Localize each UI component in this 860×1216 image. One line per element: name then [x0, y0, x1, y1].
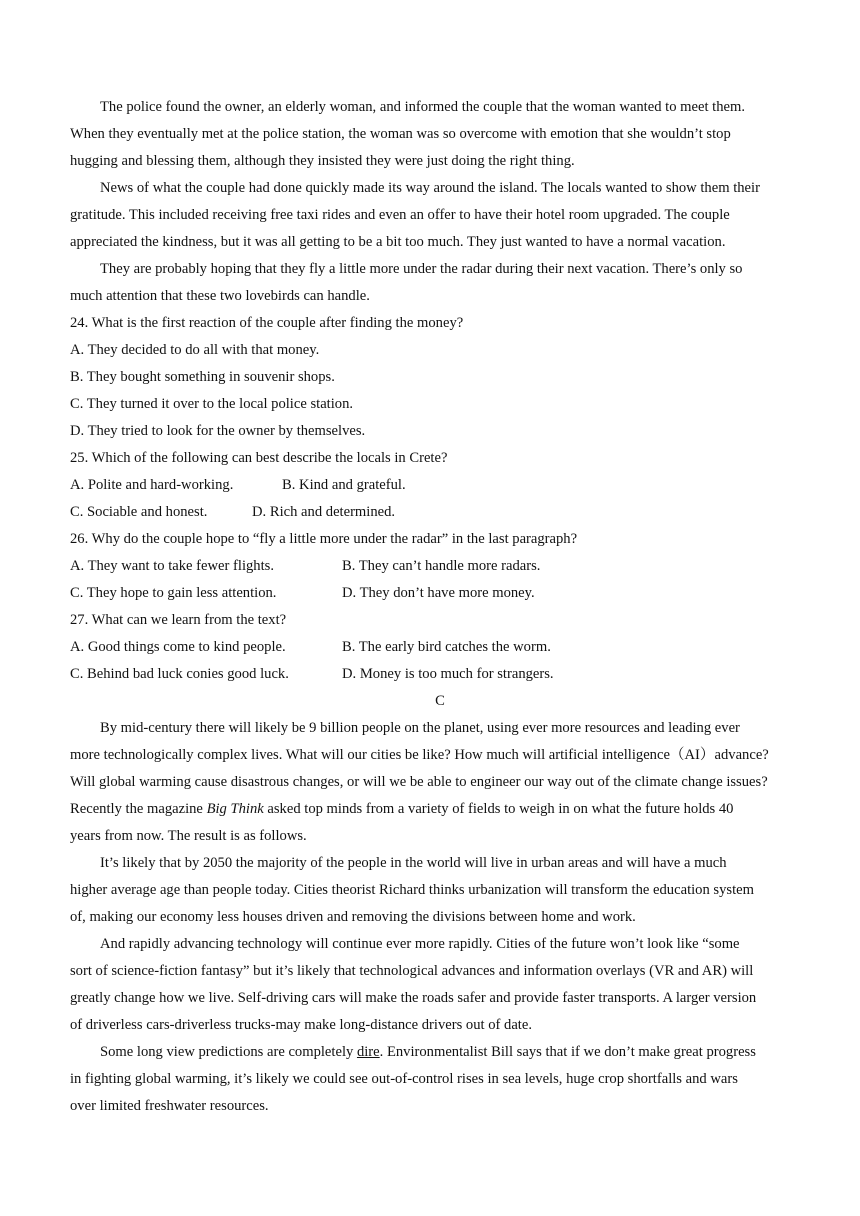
text-segment: asked top minds from a variety of fields to weigh in on what the future holds 40 [263, 801, 734, 817]
text-line: years from now. The result is as follows. [70, 828, 307, 844]
text-segment: Some long view predictions are completely [100, 1044, 357, 1060]
text-line: much attention that these two lovebirds can handle. [70, 288, 370, 304]
question-25 [70, 445, 810, 526]
question-stem: 25. Which of the following can best describe the locals in Crete? [70, 450, 448, 466]
question-stem: 27. What can we learn from the text? [70, 612, 287, 628]
magazine-title: Big Think [206, 801, 264, 817]
text-line: The police found the owner, an elderly woman, and informed the couple that the woman wanted to meet them. [100, 99, 745, 115]
text-line: in fighting global warming, it’s likely we could see out-of-control rises in sea levels, huge crop shortfalls and wars [70, 1071, 738, 1087]
text-line: appreciated the kindness, but it was all getting to be a bit too much. They just wanted to have a normal vacation. [70, 234, 726, 250]
text-line: of, making our economy less houses driven and removing the divisions between home and work. [70, 909, 636, 925]
question-26 [70, 526, 810, 607]
text-line: And rapidly advancing technology will continue ever more rapidly. Cities of the future won’t look like “some [100, 936, 740, 952]
text-line: gratitude. This included receiving free taxi rides and even an offer to have their hotel room upgraded. The couple [70, 207, 730, 223]
underlined-word: dire [356, 1044, 380, 1060]
option-d: D. They don’t have more money. [342, 585, 535, 601]
text-line [70, 1039, 810, 1066]
option-c: C. Behind bad luck conies good luck. [70, 666, 289, 682]
option-a: A. Good things come to kind people. [70, 639, 286, 655]
options-row [70, 580, 810, 607]
passage-c-paragraph-3 [70, 931, 810, 1039]
option-b: B. They can’t handle more radars. [342, 558, 541, 574]
option-b: B. Kind and grateful. [282, 477, 406, 493]
option-b: B. They bought something in souvenir shops. [70, 369, 335, 385]
text-segment: . Environmentalist Bill says that if we don’t make great progress [379, 1044, 756, 1060]
passage-c-paragraph-4 [70, 1039, 810, 1120]
text-line: over limited freshwater resources. [70, 1098, 269, 1114]
document-page [70, 94, 810, 1120]
text-line: News of what the couple had done quickly made its way around the island. The locals wanted to show them their [100, 180, 760, 196]
text-line: greatly change how we live. Self-driving cars will make the roads safer and provide faster transports. A larger version [70, 990, 757, 1006]
section-heading: C [435, 693, 445, 709]
text-line: higher average age than people today. Cities theorist Richard thinks urbanization will transform the education system [70, 882, 754, 898]
passage-c-paragraph-2 [70, 850, 810, 931]
text-line: Will global warming cause disastrous changes, or will we be able to engineer our way out of the climate change issues? [70, 774, 768, 790]
option-d: D. Money is too much for strangers. [342, 666, 554, 682]
option-a: A. They want to take fewer flights. [70, 558, 274, 574]
option-c: C. Sociable and honest. [70, 504, 208, 520]
passage-c-paragraph-1 [70, 715, 810, 850]
options-row [70, 634, 810, 661]
question-24 [70, 310, 810, 445]
text-line: When they eventually met at the police station, the woman was so overcome with emotion that she wouldn’t stop [70, 126, 731, 142]
text-line: of driverless cars-driverless trucks-may make long-distance drivers out of date. [70, 1017, 532, 1033]
options-row [70, 499, 810, 526]
text-segment: Recently the magazine [70, 801, 207, 817]
passage-b-paragraph-3 [70, 256, 810, 310]
text-line: hugging and blessing them, although they insisted they were just doing the right thing. [70, 153, 575, 169]
passage-b-paragraph-1 [70, 94, 810, 175]
text-line: sort of science-fiction fantasy” but it’s likely that technological advances and information overlays (VR and AR) will [70, 963, 754, 979]
options-row [70, 553, 810, 580]
question-stem: 24. What is the first reaction of the couple after finding the money? [70, 315, 464, 331]
option-a: A. They decided to do all with that money. [70, 342, 320, 358]
option-d: D. They tried to look for the owner by themselves. [70, 423, 366, 439]
question-stem: 26. Why do the couple hope to “fly a little more under the radar” in the last paragraph? [70, 531, 578, 547]
option-b: B. The early bird catches the worm. [342, 639, 551, 655]
passage-b-paragraph-2 [70, 175, 810, 256]
options-row [70, 472, 810, 499]
option-d: D. Rich and determined. [252, 504, 396, 520]
text-line: They are probably hoping that they fly a little more under the radar during their next vacation. There’s only so [100, 261, 743, 277]
option-c: C. They turned it over to the local police station. [70, 396, 354, 412]
text-line: It’s likely that by 2050 the majority of the people in the world will live in urban areas and will have a much [100, 855, 727, 871]
option-c: C. They hope to gain less attention. [70, 585, 277, 601]
option-a: A. Polite and hard-working. [70, 477, 234, 493]
text-line [70, 796, 810, 823]
text-line: more technologically complex lives. What will our cities be like? How much will artificial intelligence（AI）advance? [70, 747, 769, 763]
text-line: By mid-century there will likely be 9 billion people on the planet, using ever more resources and leading ever [100, 720, 740, 736]
options-row [70, 661, 810, 688]
question-27 [70, 607, 810, 688]
